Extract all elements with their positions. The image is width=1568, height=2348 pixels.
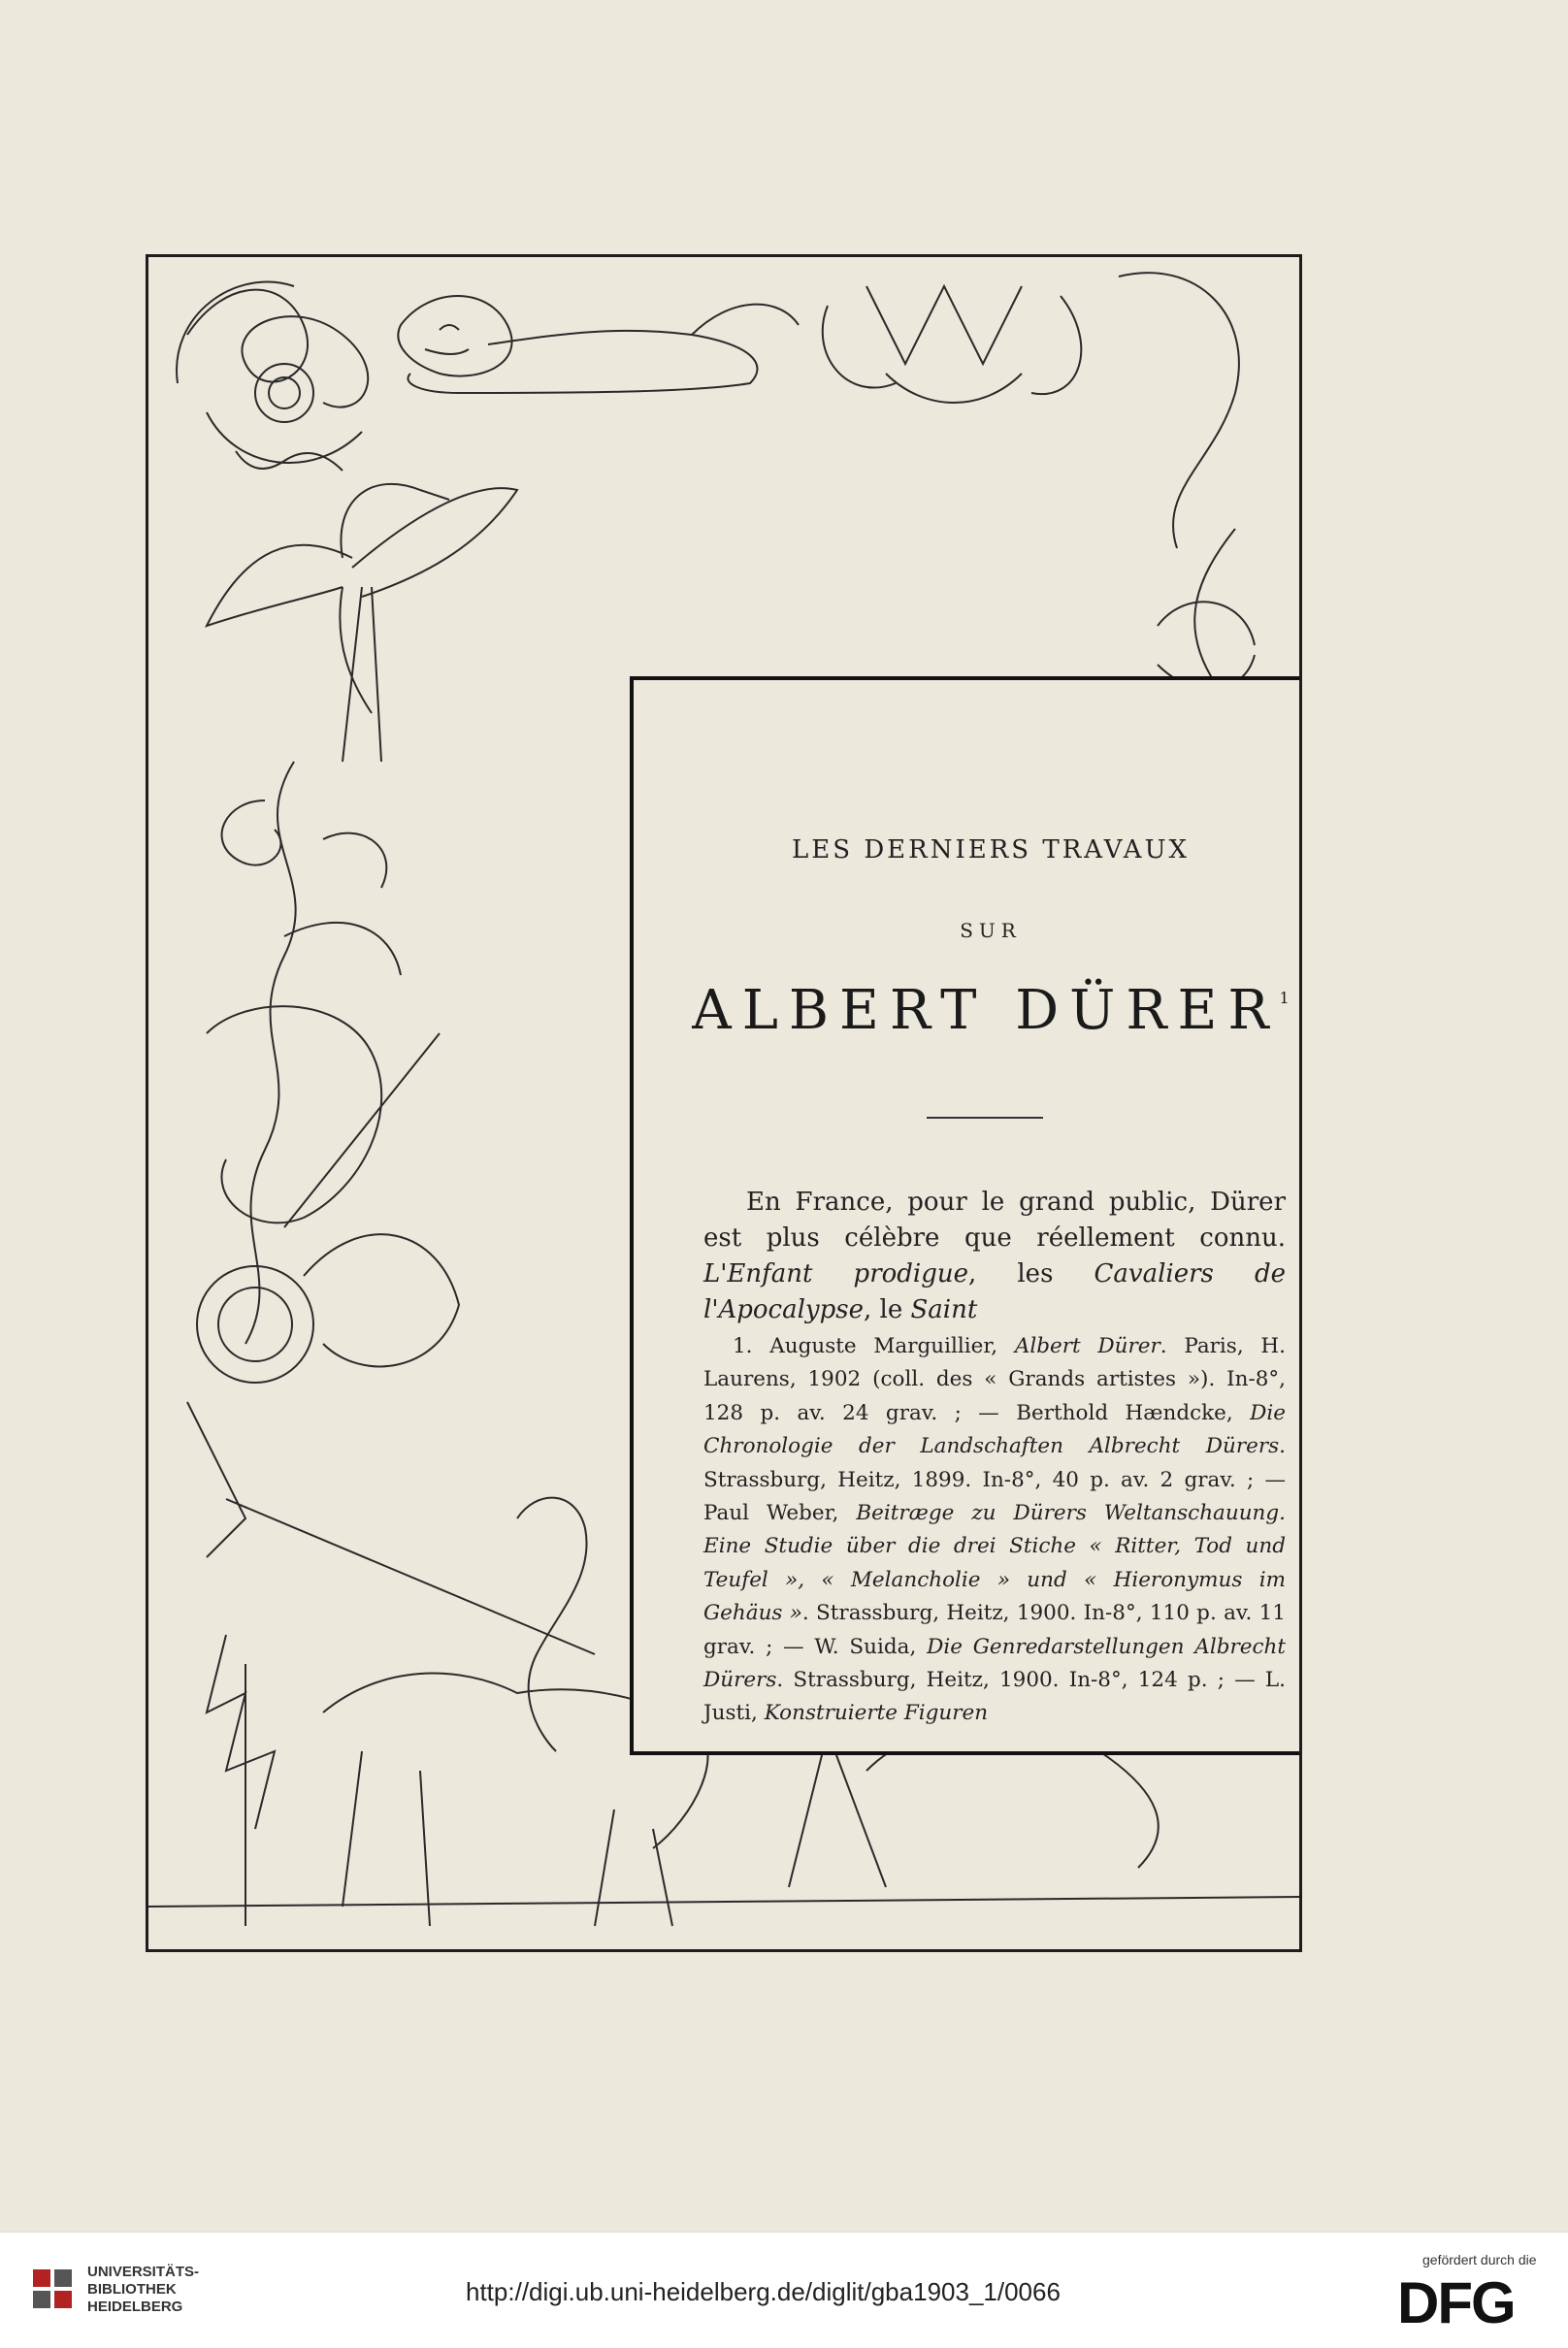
body-text-mid-2: , le	[863, 1295, 911, 1324]
ornamental-border-frame	[146, 254, 1302, 1952]
vine-and-dragon	[187, 762, 459, 1557]
library-name-line-2: BIBLIOTHEK	[87, 2281, 177, 2298]
title-line-2: SUR	[960, 919, 1022, 942]
top-right-monogram	[823, 273, 1239, 548]
body-text-mid-1: , les	[968, 1259, 1094, 1288]
main-title	[634, 979, 1302, 1042]
footnote-text-5: . Strassburg, Heitz, 1900. In-8°, 124 p. ; — L. Justi,	[703, 1668, 1286, 1726]
main-title-text: ALBERT DÜRER	[692, 979, 1280, 1042]
footnote-text-4: . Strassburg, Heitz, 1900. In-8°, 110 p. av. 11 grav. ; — W. Suida,	[703, 1601, 1286, 1659]
library-name-line-1: UNIVERSITÄTS-	[87, 2264, 200, 2280]
footnote-italic-1: Albert Dürer	[1014, 1334, 1160, 1358]
university-library-logo-icon	[29, 2266, 78, 2314]
body-italic-cavaliers: Cavaliers de l'Apocalypse	[703, 1259, 1287, 1324]
footnote-text-3: . Strassburg, Heitz, 1899. In-8°, 40 p. av. 2 grav. ; — Paul Weber,	[703, 1434, 1286, 1526]
footnote-text-2: . Paris, H. Laurens, 1902 (coll. des « Grands artistes »). In-8°, 128 p. av. 24 grav. ; — Berthold Hændcke,	[703, 1334, 1286, 1425]
title-divider	[927, 1117, 1043, 1119]
footnote	[703, 1330, 1286, 1731]
footnote-italic-4: Die Genredarstellungen Albrecht Dürers	[703, 1634, 1286, 1693]
footnote-italic-2: Die Chronologie der Landschaften Albrecht Dürers	[703, 1400, 1286, 1459]
footnote-italic-5: Konstruierte Figuren	[764, 1701, 989, 1726]
reclining-lion	[398, 296, 799, 393]
footnote-text-1: 1. Auguste Marguillier,	[733, 1334, 1015, 1358]
viewer-footer	[0, 2232, 1568, 2348]
body-italic-saint: Saint	[910, 1295, 978, 1324]
university-library-name	[87, 2264, 199, 2316]
funding-label: gefördert durch die	[1422, 2252, 1537, 2267]
body-paragraph	[703, 1185, 1286, 1328]
footnote-italic-3: Beitræge zu Dürers Weltanschauung. Eine Studie über die drei Stiche « Ritter, Tod und Teufel », « Melancholie » und « Hieronymus im Gehäus »	[703, 1501, 1287, 1626]
body-italic-enfant-prodigue: L'Enfant prodigue	[703, 1259, 969, 1288]
footnote-marker: 1	[1279, 989, 1290, 1007]
text-panel	[630, 676, 1302, 1755]
library-name-line-3: HEIDELBERG	[87, 2299, 183, 2315]
top-left-flourish	[177, 282, 368, 471]
body-text-lead: En France, pour le grand public, Dürer est plus célèbre que réellement connu.	[703, 1188, 1286, 1253]
title-line-1: LES DERNIERS TRAVAUX	[792, 835, 1190, 864]
crane-bird	[207, 484, 517, 762]
dfg-logo: DFG	[1397, 2270, 1515, 2335]
permalink-url[interactable]: http://digi.ub.uni-heidelberg.de/diglit/gba1903_1/0066	[466, 2277, 1061, 2306]
